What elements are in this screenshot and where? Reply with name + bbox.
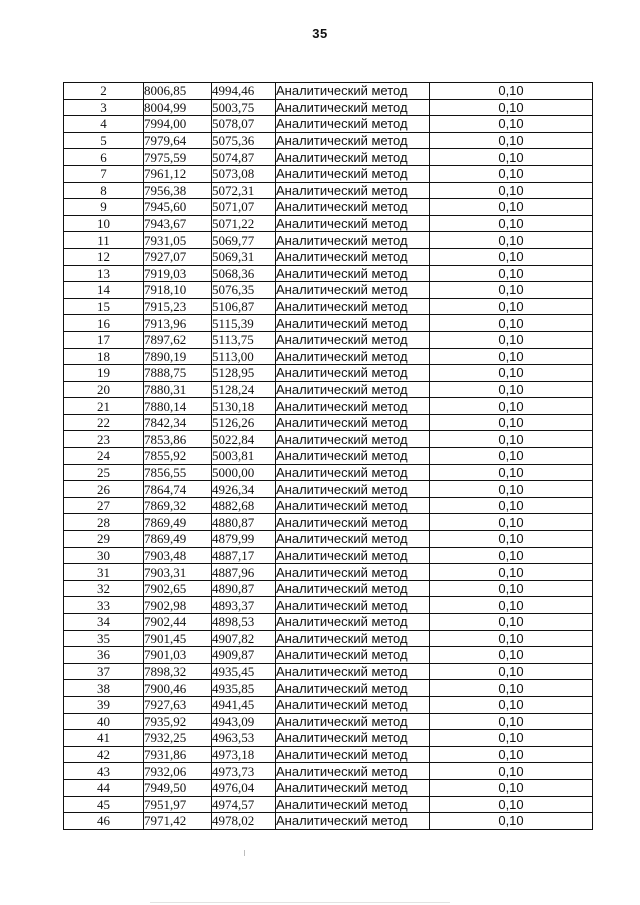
- table-row: [64, 165, 593, 182]
- coordinates-table-body: [64, 83, 593, 830]
- coordinate-x-cell: 7927,63: [144, 696, 212, 713]
- point-number-cell: 8: [64, 182, 144, 199]
- table-row: [64, 796, 593, 813]
- coordinate-x-cell: 7971,42: [144, 813, 212, 830]
- method-cell: Аналитический метод: [276, 796, 430, 813]
- method-cell: Аналитический метод: [276, 448, 430, 465]
- point-number-cell: 37: [64, 663, 144, 680]
- coordinate-x-cell: 7856,55: [144, 464, 212, 481]
- coordinate-x-cell: 7918,10: [144, 282, 212, 299]
- table-row: [64, 630, 593, 647]
- accuracy-cell: 0,10: [430, 663, 593, 680]
- accuracy-cell: 0,10: [430, 779, 593, 796]
- coordinate-y-cell: 5073,08: [212, 165, 276, 182]
- coordinate-x-cell: 7902,98: [144, 597, 212, 614]
- method-cell: Аналитический метод: [276, 215, 430, 232]
- point-number-cell: 41: [64, 730, 144, 747]
- coordinate-y-cell: 5022,84: [212, 431, 276, 448]
- point-number-cell: 6: [64, 149, 144, 166]
- coordinate-x-cell: 7994,00: [144, 116, 212, 133]
- accuracy-cell: 0,10: [430, 83, 593, 100]
- table-row: [64, 497, 593, 514]
- coordinate-y-cell: 5071,07: [212, 199, 276, 216]
- method-cell: Аналитический метод: [276, 464, 430, 481]
- table-row: [64, 381, 593, 398]
- coordinate-x-cell: 7956,38: [144, 182, 212, 199]
- point-number-cell: 46: [64, 813, 144, 830]
- point-number-cell: 22: [64, 414, 144, 431]
- coordinate-y-cell: 4887,17: [212, 547, 276, 564]
- coordinate-y-cell: 5069,77: [212, 232, 276, 249]
- table-row: [64, 647, 593, 664]
- accuracy-cell: 0,10: [430, 414, 593, 431]
- coordinate-x-cell: 7890,19: [144, 348, 212, 365]
- coordinate-y-cell: 4978,02: [212, 813, 276, 830]
- coordinate-y-cell: 4943,09: [212, 713, 276, 730]
- method-cell: Аналитический метод: [276, 248, 430, 265]
- coordinate-x-cell: 7949,50: [144, 779, 212, 796]
- method-cell: Аналитический метод: [276, 182, 430, 199]
- accuracy-cell: 0,10: [430, 248, 593, 265]
- point-number-cell: 29: [64, 531, 144, 548]
- table-row: [64, 696, 593, 713]
- point-number-cell: 17: [64, 331, 144, 348]
- table-row: [64, 99, 593, 116]
- method-cell: Аналитический метод: [276, 265, 430, 282]
- coordinate-x-cell: 7927,07: [144, 248, 212, 265]
- table-row: [64, 215, 593, 232]
- table-row: [64, 149, 593, 166]
- coordinate-x-cell: 7931,86: [144, 746, 212, 763]
- method-cell: Аналитический метод: [276, 398, 430, 415]
- accuracy-cell: 0,10: [430, 165, 593, 182]
- coordinate-y-cell: 4976,04: [212, 779, 276, 796]
- accuracy-cell: 0,10: [430, 232, 593, 249]
- coordinate-y-cell: 4963,53: [212, 730, 276, 747]
- point-number-cell: 7: [64, 165, 144, 182]
- point-number-cell: 25: [64, 464, 144, 481]
- method-cell: Аналитический метод: [276, 365, 430, 382]
- point-number-cell: 21: [64, 398, 144, 415]
- point-number-cell: 13: [64, 265, 144, 282]
- accuracy-cell: 0,10: [430, 763, 593, 780]
- accuracy-cell: 0,10: [430, 199, 593, 216]
- coordinate-y-cell: 4879,99: [212, 531, 276, 548]
- table-row: [64, 248, 593, 265]
- coordinate-y-cell: 4994,46: [212, 83, 276, 100]
- coordinate-x-cell: 7901,45: [144, 630, 212, 647]
- coordinate-x-cell: 7931,05: [144, 232, 212, 249]
- coordinate-y-cell: 5072,31: [212, 182, 276, 199]
- coordinate-y-cell: 5128,95: [212, 365, 276, 382]
- accuracy-cell: 0,10: [430, 182, 593, 199]
- method-cell: Аналитический метод: [276, 431, 430, 448]
- table-row: [64, 564, 593, 581]
- table-row: [64, 746, 593, 763]
- coordinate-x-cell: 7880,31: [144, 381, 212, 398]
- coordinate-y-cell: 5128,24: [212, 381, 276, 398]
- point-number-cell: 14: [64, 282, 144, 299]
- point-number-cell: 31: [64, 564, 144, 581]
- table-row: [64, 282, 593, 299]
- accuracy-cell: 0,10: [430, 282, 593, 299]
- coordinate-y-cell: 5075,36: [212, 132, 276, 149]
- method-cell: Аналитический метод: [276, 232, 430, 249]
- coordinate-x-cell: 7855,92: [144, 448, 212, 465]
- method-cell: Аналитический метод: [276, 663, 430, 680]
- table-row: [64, 597, 593, 614]
- coordinate-y-cell: 5003,81: [212, 448, 276, 465]
- accuracy-cell: 0,10: [430, 614, 593, 631]
- coordinate-y-cell: 5106,87: [212, 298, 276, 315]
- accuracy-cell: 0,10: [430, 149, 593, 166]
- accuracy-cell: 0,10: [430, 580, 593, 597]
- coordinate-y-cell: 5126,26: [212, 414, 276, 431]
- accuracy-cell: 0,10: [430, 531, 593, 548]
- point-number-cell: 36: [64, 647, 144, 664]
- coordinate-x-cell: 8006,85: [144, 83, 212, 100]
- point-number-cell: 15: [64, 298, 144, 315]
- coordinate-y-cell: 5078,07: [212, 116, 276, 133]
- coordinate-y-cell: 5003,75: [212, 99, 276, 116]
- point-number-cell: 12: [64, 248, 144, 265]
- table-row: [64, 547, 593, 564]
- coordinate-y-cell: 4935,85: [212, 680, 276, 697]
- method-cell: Аналитический метод: [276, 199, 430, 216]
- coordinate-x-cell: 7897,62: [144, 331, 212, 348]
- point-number-cell: 42: [64, 746, 144, 763]
- method-cell: Аналитический метод: [276, 165, 430, 182]
- coordinate-y-cell: 4935,45: [212, 663, 276, 680]
- accuracy-cell: 0,10: [430, 265, 593, 282]
- coordinate-x-cell: 7919,03: [144, 265, 212, 282]
- coordinate-x-cell: 7979,64: [144, 132, 212, 149]
- coordinate-x-cell: 7903,31: [144, 564, 212, 581]
- coordinate-y-cell: 5076,35: [212, 282, 276, 299]
- table-row: [64, 514, 593, 531]
- accuracy-cell: 0,10: [430, 481, 593, 498]
- point-number-cell: 20: [64, 381, 144, 398]
- coordinate-x-cell: 7902,65: [144, 580, 212, 597]
- point-number-cell: 18: [64, 348, 144, 365]
- point-number-cell: 39: [64, 696, 144, 713]
- point-number-cell: 4: [64, 116, 144, 133]
- coordinate-x-cell: 7869,49: [144, 531, 212, 548]
- method-cell: Аналитический метод: [276, 614, 430, 631]
- coordinate-y-cell: 4941,45: [212, 696, 276, 713]
- method-cell: Аналитический метод: [276, 149, 430, 166]
- method-cell: Аналитический метод: [276, 746, 430, 763]
- accuracy-cell: 0,10: [430, 514, 593, 531]
- coordinate-x-cell: 7975,59: [144, 149, 212, 166]
- coordinates-table: [63, 82, 593, 830]
- table-row: [64, 182, 593, 199]
- point-number-cell: 27: [64, 497, 144, 514]
- table-row: [64, 663, 593, 680]
- point-number-cell: 35: [64, 630, 144, 647]
- coordinate-y-cell: 5000,00: [212, 464, 276, 481]
- coordinate-x-cell: 7945,60: [144, 199, 212, 216]
- accuracy-cell: 0,10: [430, 630, 593, 647]
- point-number-cell: 45: [64, 796, 144, 813]
- method-cell: Аналитический метод: [276, 564, 430, 581]
- accuracy-cell: 0,10: [430, 647, 593, 664]
- coordinate-y-cell: 4973,73: [212, 763, 276, 780]
- point-number-cell: 44: [64, 779, 144, 796]
- accuracy-cell: 0,10: [430, 713, 593, 730]
- accuracy-cell: 0,10: [430, 215, 593, 232]
- table-row: [64, 315, 593, 332]
- coordinate-x-cell: 7869,49: [144, 514, 212, 531]
- table-row: [64, 365, 593, 382]
- coordinate-x-cell: 7853,86: [144, 431, 212, 448]
- method-cell: Аналитический метод: [276, 99, 430, 116]
- table-row: [64, 116, 593, 133]
- method-cell: Аналитический метод: [276, 116, 430, 133]
- accuracy-cell: 0,10: [430, 597, 593, 614]
- accuracy-cell: 0,10: [430, 431, 593, 448]
- table-row: [64, 199, 593, 216]
- coordinate-y-cell: 5071,22: [212, 215, 276, 232]
- method-cell: Аналитический метод: [276, 630, 430, 647]
- accuracy-cell: 0,10: [430, 348, 593, 365]
- table-row: [64, 481, 593, 498]
- accuracy-cell: 0,10: [430, 331, 593, 348]
- page-number: 35: [312, 26, 328, 41]
- coordinate-x-cell: 7864,74: [144, 481, 212, 498]
- table-row: [64, 614, 593, 631]
- method-cell: Аналитический метод: [276, 580, 430, 597]
- table-row: [64, 83, 593, 100]
- accuracy-cell: 0,10: [430, 381, 593, 398]
- coordinate-x-cell: 7935,92: [144, 713, 212, 730]
- coordinate-x-cell: 7898,32: [144, 663, 212, 680]
- point-number-cell: 34: [64, 614, 144, 631]
- method-cell: Аналитический метод: [276, 315, 430, 332]
- point-number-cell: 28: [64, 514, 144, 531]
- table-row: [64, 713, 593, 730]
- method-cell: Аналитический метод: [276, 647, 430, 664]
- coordinate-y-cell: 5113,00: [212, 348, 276, 365]
- accuracy-cell: 0,10: [430, 813, 593, 830]
- coordinate-x-cell: 7932,06: [144, 763, 212, 780]
- coordinate-y-cell: 4898,53: [212, 614, 276, 631]
- table-row: [64, 813, 593, 830]
- coordinate-y-cell: 5068,36: [212, 265, 276, 282]
- table-row: [64, 448, 593, 465]
- accuracy-cell: 0,10: [430, 99, 593, 116]
- coordinate-y-cell: 4882,68: [212, 497, 276, 514]
- table-row: [64, 265, 593, 282]
- coordinate-x-cell: 7943,67: [144, 215, 212, 232]
- table-row: [64, 431, 593, 448]
- method-cell: Аналитический метод: [276, 730, 430, 747]
- accuracy-cell: 0,10: [430, 696, 593, 713]
- table-row: [64, 414, 593, 431]
- coordinate-x-cell: 7903,48: [144, 547, 212, 564]
- table-row: [64, 331, 593, 348]
- point-number-cell: 23: [64, 431, 144, 448]
- point-number-cell: 24: [64, 448, 144, 465]
- point-number-cell: 43: [64, 763, 144, 780]
- method-cell: Аналитический метод: [276, 481, 430, 498]
- method-cell: Аналитический метод: [276, 348, 430, 365]
- coordinate-y-cell: 5130,18: [212, 398, 276, 415]
- table-row: [64, 779, 593, 796]
- method-cell: Аналитический метод: [276, 381, 430, 398]
- accuracy-cell: 0,10: [430, 448, 593, 465]
- method-cell: Аналитический метод: [276, 763, 430, 780]
- coordinate-x-cell: 7901,03: [144, 647, 212, 664]
- table-row: [64, 398, 593, 415]
- coordinate-x-cell: 7900,46: [144, 680, 212, 697]
- coordinate-y-cell: 5113,75: [212, 331, 276, 348]
- coordinate-y-cell: 4926,34: [212, 481, 276, 498]
- accuracy-cell: 0,10: [430, 132, 593, 149]
- method-cell: Аналитический метод: [276, 298, 430, 315]
- table-row: [64, 763, 593, 780]
- accuracy-cell: 0,10: [430, 730, 593, 747]
- coordinate-x-cell: 7869,32: [144, 497, 212, 514]
- point-number-cell: 19: [64, 365, 144, 382]
- accuracy-cell: 0,10: [430, 464, 593, 481]
- coordinate-y-cell: 5074,87: [212, 149, 276, 166]
- coordinate-y-cell: 4893,37: [212, 597, 276, 614]
- accuracy-cell: 0,10: [430, 680, 593, 697]
- coordinate-y-cell: 4974,57: [212, 796, 276, 813]
- coordinate-x-cell: 8004,99: [144, 99, 212, 116]
- point-number-cell: 32: [64, 580, 144, 597]
- point-number-cell: 40: [64, 713, 144, 730]
- point-number-cell: 11: [64, 232, 144, 249]
- coordinate-y-cell: 4890,87: [212, 580, 276, 597]
- accuracy-cell: 0,10: [430, 497, 593, 514]
- method-cell: Аналитический метод: [276, 331, 430, 348]
- table-row: [64, 531, 593, 548]
- accuracy-cell: 0,10: [430, 746, 593, 763]
- table-row: [64, 132, 593, 149]
- accuracy-cell: 0,10: [430, 116, 593, 133]
- coordinate-y-cell: 4973,18: [212, 746, 276, 763]
- coordinate-x-cell: 7961,12: [144, 165, 212, 182]
- point-number-cell: 26: [64, 481, 144, 498]
- method-cell: Аналитический метод: [276, 497, 430, 514]
- point-number-cell: 16: [64, 315, 144, 332]
- method-cell: Аналитический метод: [276, 597, 430, 614]
- point-number-cell: 3: [64, 99, 144, 116]
- method-cell: Аналитический метод: [276, 696, 430, 713]
- coordinate-x-cell: 7913,96: [144, 315, 212, 332]
- point-number-cell: 33: [64, 597, 144, 614]
- accuracy-cell: 0,10: [430, 564, 593, 581]
- accuracy-cell: 0,10: [430, 298, 593, 315]
- table-row: [64, 232, 593, 249]
- point-number-cell: 2: [64, 83, 144, 100]
- table-row: [64, 580, 593, 597]
- accuracy-cell: 0,10: [430, 398, 593, 415]
- coordinate-y-cell: 4880,87: [212, 514, 276, 531]
- table-row: [64, 298, 593, 315]
- coordinate-x-cell: 7842,34: [144, 414, 212, 431]
- coordinate-x-cell: 7951,97: [144, 796, 212, 813]
- table-row: [64, 730, 593, 747]
- table-row: [64, 464, 593, 481]
- method-cell: Аналитический метод: [276, 713, 430, 730]
- coordinate-y-cell: 4909,87: [212, 647, 276, 664]
- method-cell: Аналитический метод: [276, 132, 430, 149]
- coordinate-x-cell: 7902,44: [144, 614, 212, 631]
- point-number-cell: 5: [64, 132, 144, 149]
- method-cell: Аналитический метод: [276, 514, 430, 531]
- table-row: [64, 348, 593, 365]
- point-number-cell: 38: [64, 680, 144, 697]
- scan-artifact: [244, 850, 245, 856]
- method-cell: Аналитический метод: [276, 531, 430, 548]
- coordinate-y-cell: 5115,39: [212, 315, 276, 332]
- coordinate-x-cell: 7888,75: [144, 365, 212, 382]
- coordinate-y-cell: 4907,82: [212, 630, 276, 647]
- table-row: [64, 680, 593, 697]
- coordinate-x-cell: 7915,23: [144, 298, 212, 315]
- method-cell: Аналитический метод: [276, 779, 430, 796]
- method-cell: Аналитический метод: [276, 83, 430, 100]
- coordinate-y-cell: 4887,96: [212, 564, 276, 581]
- accuracy-cell: 0,10: [430, 315, 593, 332]
- method-cell: Аналитический метод: [276, 414, 430, 431]
- coordinate-x-cell: 7932,25: [144, 730, 212, 747]
- point-number-cell: 30: [64, 547, 144, 564]
- method-cell: Аналитический метод: [276, 282, 430, 299]
- coordinate-y-cell: 5069,31: [212, 248, 276, 265]
- accuracy-cell: 0,10: [430, 365, 593, 382]
- method-cell: Аналитический метод: [276, 680, 430, 697]
- scan-edge-line: [150, 902, 450, 903]
- point-number-cell: 10: [64, 215, 144, 232]
- coordinate-x-cell: 7880,14: [144, 398, 212, 415]
- accuracy-cell: 0,10: [430, 796, 593, 813]
- point-number-cell: 9: [64, 199, 144, 216]
- method-cell: Аналитический метод: [276, 813, 430, 830]
- method-cell: Аналитический метод: [276, 547, 430, 564]
- accuracy-cell: 0,10: [430, 547, 593, 564]
